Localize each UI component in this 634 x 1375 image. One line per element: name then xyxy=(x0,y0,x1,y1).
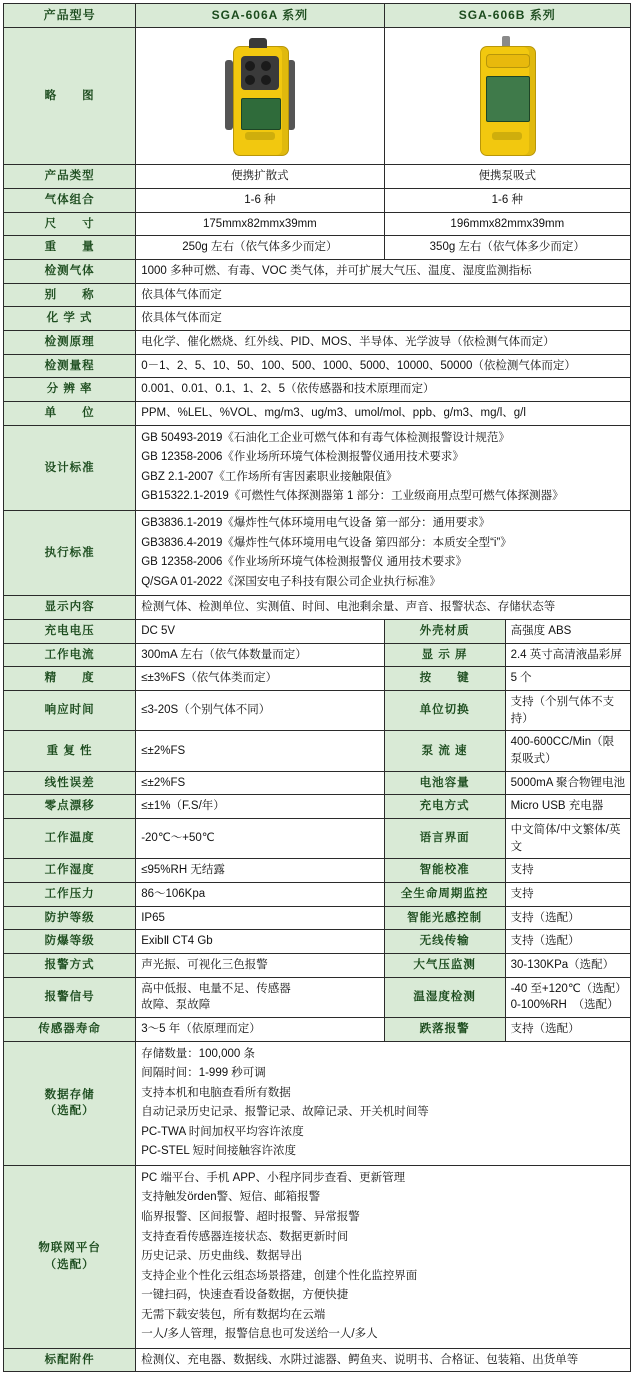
data-storage-line: 间隔时间：1-999 秒可调 xyxy=(141,1067,266,1080)
table-row-pair-6 xyxy=(4,795,631,819)
pair-right-alarm-mode xyxy=(384,953,630,977)
data-storage-list xyxy=(136,1041,631,1165)
row-label-charge-mode: 充电方式 xyxy=(385,795,506,818)
table-row-sensor-life xyxy=(4,1017,631,1041)
row-label-working-pressure: 工作压力 xyxy=(4,882,136,906)
exec-standard-line: Q/SGA 01-2022《深国安电子科技有限公司企业执行标准》 xyxy=(141,575,441,588)
iot-line: 临界报警、区间报警、超时报警、异常报警 xyxy=(141,1210,360,1223)
iot-list xyxy=(136,1165,631,1348)
row-label-detect-gas: 检测气体 xyxy=(4,260,136,284)
row-label-gas-combination: 气体组合 xyxy=(4,189,136,213)
accessories-value: 检测仪、充电器、数据线、水阱过滤器、鳄鱼夹、说明书、合格证、包装箱、出货单等 xyxy=(136,1348,631,1372)
iot-line: 一人/多人管理，报警信息也可发送给一人/多人 xyxy=(141,1328,378,1341)
row-label-response-time: 响应时间 xyxy=(4,690,136,730)
pair-right-4 xyxy=(384,731,630,771)
header-series-a: SGA-606A 系列 xyxy=(136,4,384,28)
data-storage-label-line1: 数据存储 xyxy=(44,1088,95,1101)
data-storage-line: PC-TWA 时间加权平均容许浓度 xyxy=(141,1125,304,1138)
display-content-value: 检测气体、检测单位、实测值、时间、电池剩余量、声音、报警状态、存储状态等 xyxy=(136,596,631,620)
temp-humidity-detect-value xyxy=(505,978,630,1017)
design-standard-line: GB15322.1-2019《可燃性气体探测器第 1 部分：工业级商用点型可燃气体探测器》 xyxy=(141,490,564,503)
table-row-pair-11 xyxy=(4,930,631,954)
row-label-alias: 别 称 xyxy=(4,283,136,307)
row-label-formula: 化 学 式 xyxy=(4,307,136,331)
smart-light-control-value: 支持（选配） xyxy=(505,907,630,930)
wireless-transmission-value: 支持（选配） xyxy=(505,930,630,953)
table-row-alias xyxy=(4,283,631,307)
smart-calibration-value: 支持 xyxy=(505,859,630,882)
row-label-air-pressure-monitor: 大气压监测 xyxy=(385,954,506,977)
row-label-working-humidity: 工作湿度 xyxy=(4,859,136,883)
design-standard-line: GB 12358-2006《作业场所环境气体检测报警仪通用技术要求》 xyxy=(141,451,464,464)
weight-a: 250g 左右（依气体多少而定） xyxy=(136,236,384,260)
row-label-drop-alarm: 跌落报警 xyxy=(385,1018,506,1041)
row-label-exec-standard: 执行标准 xyxy=(4,510,136,595)
working-temperature-value: -20℃～+50℃ xyxy=(136,818,384,858)
alias-value: 依具体气体而定 xyxy=(136,283,631,307)
row-label-unit: 单 位 xyxy=(4,402,136,426)
detect-gas-value: 1000 多种可燃、有毒、VOC 类气体，并可扩展大气压、温度、湿度监测指标 xyxy=(136,260,631,284)
table-row-pair-2 xyxy=(4,667,631,691)
device-strap-left-icon xyxy=(225,60,233,130)
table-row-detect-gas xyxy=(4,260,631,284)
range-value: 0－1、2、5、10、50、100、500、1000、5000、10000、50000（依检测气体而定） xyxy=(136,354,631,378)
shell-material-value: 高强度 ABS xyxy=(505,620,630,643)
table-row-pair-3 xyxy=(4,690,631,730)
table-row-storage xyxy=(4,1041,631,1165)
row-label-working-temperature: 工作温度 xyxy=(4,818,136,858)
weight-b: 350g 左右（依气体多少而定） xyxy=(384,236,630,260)
row-label-charge-voltage: 充电电压 xyxy=(4,619,136,643)
lifecycle-monitoring-value: 支持 xyxy=(505,883,630,906)
table-row-alarm-mode xyxy=(4,953,631,977)
alarm-signal-value xyxy=(136,977,384,1017)
principle-value: 电化学、催化燃烧、红外线、PID、MOS、半导体、光学波导（依检测气体而定） xyxy=(136,331,631,355)
size-b: 196mmx82mmx39mm xyxy=(384,212,630,236)
display-screen-value: 2.4 英寸高清液晶彩屏 xyxy=(505,644,630,667)
sensor-life-value: 3～5 年（依原理而定） xyxy=(136,1017,384,1041)
table-row-product-type xyxy=(4,165,631,189)
row-label-wireless-transmission: 无线传输 xyxy=(385,930,506,953)
battery-capacity-value: 5000mA 聚合物锂电池 xyxy=(505,772,630,795)
table-row-design-standard xyxy=(4,425,631,510)
spec-table xyxy=(3,3,631,1372)
row-label-range: 检测量程 xyxy=(4,354,136,378)
unit-switch-value: 支持（个别气体不支持） xyxy=(505,691,630,730)
table-row-pair-1 xyxy=(4,643,631,667)
protection-grade-value: IP65 xyxy=(136,906,384,930)
pair-right-9 xyxy=(384,882,630,906)
table-row-principle xyxy=(4,331,631,355)
temp-humidity-line: -40 至+120℃（选配） xyxy=(510,982,627,995)
row-label-data-storage xyxy=(4,1041,136,1165)
keys-value: 5 个 xyxy=(505,667,630,690)
row-label-alarm-signal: 报警信号 xyxy=(4,977,136,1017)
row-label-linearity-error: 线性误差 xyxy=(4,771,136,795)
device-cap-icon xyxy=(249,38,267,48)
design-standard-list xyxy=(136,425,631,510)
data-storage-label-line2: （选配） xyxy=(44,1105,95,1118)
iot-line: 支持查看传感器连接状态、数据更新时间 xyxy=(141,1230,349,1243)
iot-label-line1: 物联网平台 xyxy=(38,1242,101,1255)
exec-standard-line: GB3836.4-2019《爆炸性气体环境用电气设备 第四部分：本质安全型“i”》 xyxy=(141,536,512,549)
row-label-principle: 检测原理 xyxy=(4,331,136,355)
device-sensor-grill-icon xyxy=(486,54,530,68)
working-current-value: 300mA 左右（依气体数量而定） xyxy=(136,643,384,667)
formula-value: 依具体气体而定 xyxy=(136,307,631,331)
iot-line: PC 端平台、手机 APP、小程序同步查看、更新管理 xyxy=(141,1171,406,1184)
working-humidity-value: ≤95%RH 无结露 xyxy=(136,859,384,883)
header-series-b: SGA-606B 系列 xyxy=(384,4,630,28)
row-label-product-type: 产品类型 xyxy=(4,165,136,189)
pair-right-5 xyxy=(384,771,630,795)
charge-mode-value: Micro USB 充电器 xyxy=(505,795,630,818)
row-label-shell-material: 外壳材质 xyxy=(385,620,506,643)
iot-label-line2: （选配） xyxy=(44,1258,95,1271)
row-label-display-screen: 显 示 屏 xyxy=(385,644,506,667)
alarm-mode-value: 声光振、可视化三色报警 xyxy=(136,953,384,977)
pair-right-sensor-life xyxy=(384,1017,630,1041)
table-row-pair-9 xyxy=(4,882,631,906)
row-label-unit-switch: 单位切换 xyxy=(385,691,506,730)
explosion-grade-value: ExibⅡ CT4 Gb xyxy=(136,930,384,954)
row-label-explosion-grade: 防爆等级 xyxy=(4,930,136,954)
data-storage-line: 存储数量：100,000 条 xyxy=(141,1047,255,1060)
row-label-protection-grade: 防护等级 xyxy=(4,906,136,930)
temp-humidity-line: 0-100%RH （选配） xyxy=(510,999,619,1012)
device-image-a xyxy=(136,28,384,165)
row-label-lifecycle-monitoring: 全生命周期监控 xyxy=(385,883,506,906)
data-storage-line: PC-STEL 短时间接触容许浓度 xyxy=(141,1145,297,1158)
zero-drift-value: ≤±1%（F.S/年） xyxy=(136,795,384,819)
iot-line: 一键扫码，快速查看设备数据，方便快捷 xyxy=(141,1289,349,1302)
header-model: 产品型号 xyxy=(4,4,136,28)
row-label-size: 尺 寸 xyxy=(4,212,136,236)
table-row-pair-5 xyxy=(4,771,631,795)
device-screen xyxy=(241,98,281,130)
row-label-accessories: 标配附件 xyxy=(4,1348,136,1372)
table-row-pair-4 xyxy=(4,731,631,771)
device-image-b xyxy=(384,28,630,165)
alarm-signal-line: 高中低报、电量不足、传感器 xyxy=(141,982,291,995)
device-b-drawing xyxy=(472,36,542,156)
pump-flow-value: 400-600CC/Min（限泵吸式） xyxy=(505,731,630,770)
table-row-pair-7 xyxy=(4,818,631,858)
table-row-sketch xyxy=(4,28,631,165)
device-a-drawing xyxy=(225,36,295,156)
exec-standard-list xyxy=(136,510,631,595)
row-label-working-current: 工作电流 xyxy=(4,643,136,667)
pair-right-7 xyxy=(384,818,630,858)
alarm-signal-line: 故障、泵故障 xyxy=(141,999,211,1012)
device-screen xyxy=(486,76,530,122)
row-label-alarm-mode: 报警方式 xyxy=(4,953,136,977)
linearity-error-value: ≤±2%FS xyxy=(136,771,384,795)
row-label-pump-flow: 泵 流 速 xyxy=(385,731,506,770)
resolution-value: 0.001、0.01、0.1、1、2、5（依传感器和技术原理而定） xyxy=(136,378,631,402)
row-label-keys: 按 键 xyxy=(385,667,506,690)
pair-right-8 xyxy=(384,859,630,883)
iot-line: 支持企业个性化云组态场景搭建，创建个性化监控界面 xyxy=(141,1269,418,1282)
row-label-accuracy: 精 度 xyxy=(4,667,136,691)
pair-right-1 xyxy=(384,643,630,667)
product-type-a: 便携扩散式 xyxy=(136,165,384,189)
row-label-zero-drift: 零点漂移 xyxy=(4,795,136,819)
working-pressure-value: 86～106Kpa xyxy=(136,882,384,906)
row-label-sketch: 略 图 xyxy=(4,28,136,165)
gas-combination-a: 1-6 种 xyxy=(136,189,384,213)
table-row-range xyxy=(4,354,631,378)
data-storage-line: 支持本机和电脑查看所有数据 xyxy=(141,1086,291,1099)
row-label-weight: 重 量 xyxy=(4,236,136,260)
row-label-design-standard: 设计标准 xyxy=(4,425,136,510)
pair-right-6 xyxy=(384,795,630,819)
table-row-exec-standard xyxy=(4,510,631,595)
accuracy-value: ≤±3%FS（依气体类而定） xyxy=(136,667,384,691)
row-label-display-content: 显示内容 xyxy=(4,596,136,620)
table-row-display-content xyxy=(4,596,631,620)
row-label-resolution: 分 辨 率 xyxy=(4,378,136,402)
table-row-iot xyxy=(4,1165,631,1348)
repeatability-value: ≤±2%FS xyxy=(136,731,384,771)
table-row-pair-10 xyxy=(4,906,631,930)
pair-right-0 xyxy=(384,619,630,643)
design-standard-line: GB 50493-2019《石油化工企业可燃气体和有毒气体检测报警设计规范》 xyxy=(141,431,510,444)
language-value: 中文简体/中文繁体/英文 xyxy=(505,819,630,858)
pair-right-alarm-signal xyxy=(384,977,630,1017)
response-time-value: ≤3-20S（个别气体不同） xyxy=(136,690,384,730)
table-header-row xyxy=(4,4,631,28)
drop-alarm-value: 支持（选配） xyxy=(505,1018,630,1041)
exec-standard-line: GB3836.1-2019《爆炸性气体环境用电气设备 第一部分：通用要求》 xyxy=(141,516,491,529)
exec-standard-line: GB 12358-2006《作业场所环境气体检测报警仪 通用技术要求》 xyxy=(141,556,468,569)
table-row-gas-combination xyxy=(4,189,631,213)
iot-line: 历史记录、历史曲线、数据导出 xyxy=(141,1250,303,1263)
gas-combination-b: 1-6 种 xyxy=(384,189,630,213)
table-row-unit xyxy=(4,402,631,426)
table-row-pair-8 xyxy=(4,859,631,883)
size-a: 175mmx82mmx39mm xyxy=(136,212,384,236)
design-standard-line: GBZ 2.1-2007《工作场所有害因素职业接触限值》 xyxy=(141,470,398,483)
data-storage-line: 自动记录历史记录、报警记录、故障记录、开关机时间等 xyxy=(141,1106,429,1119)
table-row-pair-0 xyxy=(4,619,631,643)
row-label-sensor-life: 传感器寿命 xyxy=(4,1017,136,1041)
row-label-repeatability: 重 复 性 xyxy=(4,731,136,771)
pair-right-10 xyxy=(384,906,630,930)
row-label-iot-platform xyxy=(4,1165,136,1348)
air-pressure-monitor-value: 30-130KPa（选配） xyxy=(505,954,630,977)
row-label-smart-light-control: 智能光感控制 xyxy=(385,907,506,930)
table-row-resolution xyxy=(4,378,631,402)
table-row-size xyxy=(4,212,631,236)
table-row-weight xyxy=(4,236,631,260)
device-button-icon xyxy=(492,132,522,140)
row-label-smart-calibration: 智能校准 xyxy=(385,859,506,882)
table-row-alarm-signal xyxy=(4,977,631,1017)
row-label-language: 语言界面 xyxy=(385,819,506,858)
table-row-formula xyxy=(4,307,631,331)
device-button-icon xyxy=(245,132,275,140)
pair-right-2 xyxy=(384,667,630,691)
row-label-temp-humidity-detect: 温湿度检测 xyxy=(385,978,506,1017)
table-row-accessories xyxy=(4,1348,631,1372)
iot-line: 无需下载安装包，所有数据均在云端 xyxy=(141,1308,326,1321)
unit-value: PPM、%LEL、%VOL、mg/m3、ug/m3、umol/mol、ppb、g/m3、mg/l、g/l xyxy=(136,402,631,426)
charge-voltage-value: DC 5V xyxy=(136,619,384,643)
pair-right-3 xyxy=(384,690,630,730)
pair-right-11 xyxy=(384,930,630,954)
row-label-battery-capacity: 电池容量 xyxy=(385,772,506,795)
iot-line: 支持触发örden警、短信、邮箱报警 xyxy=(141,1191,321,1204)
product-type-b: 便携泵吸式 xyxy=(384,165,630,189)
